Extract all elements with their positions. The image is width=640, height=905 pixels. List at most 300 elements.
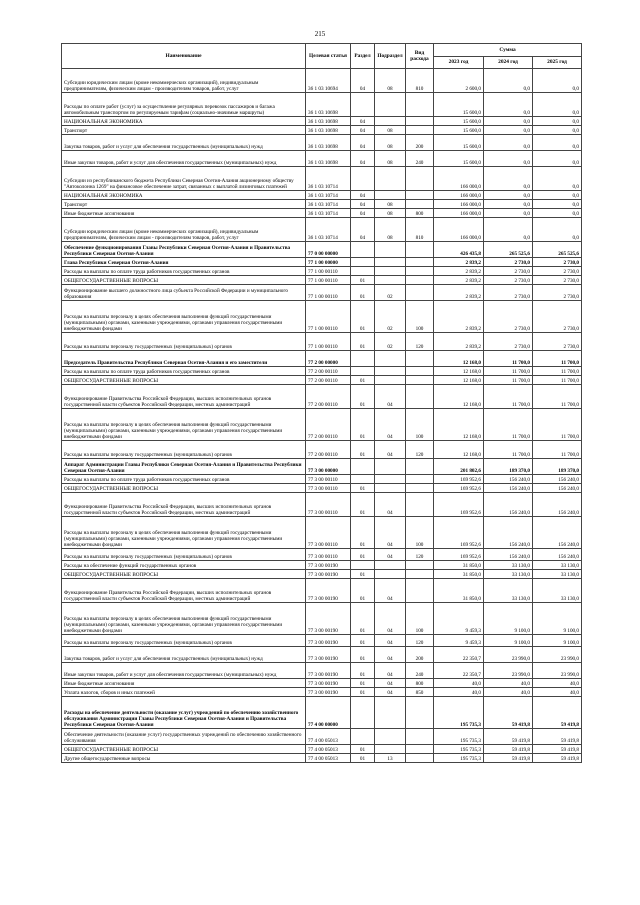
row-expense-type: 120 [406, 635, 434, 647]
row-subsection: 04 [375, 517, 406, 549]
row-name: Обеспечение деятельности (оказание услуг) государственных учреждений по обеспечению хозяйственного обслуживания [62, 729, 306, 745]
row-sum-2023: 40,0 [434, 688, 484, 697]
table-row [62, 376, 582, 385]
row-name: Расходы на выплаты персоналу в целях обеспечения выполнения функций государственными (муниципальными) органами, казенными учреждениями, органами управления государственными внебюджетными фондами [62, 301, 306, 333]
table-row [62, 191, 582, 200]
row-sum-2025: 0,0 [533, 126, 582, 135]
row-section: 04 [351, 135, 375, 151]
row-sum-2023: 166 000,0 [434, 209, 484, 218]
row-section: 04 [351, 218, 375, 242]
row-subsection: 04 [375, 385, 406, 409]
row-target: 77 3 00 00000 [306, 459, 351, 475]
row-sum-2025: 156 240,0 [533, 475, 582, 484]
row-name: Расходы на выплаты персоналу государственных (муниципальных) органов [62, 441, 306, 459]
row-sum-2024: 189 370,0 [484, 459, 533, 475]
table-row [62, 301, 582, 333]
row-name: Функционирование Правительства Российской Федерации, высших исполнительных органов государственной власти субъектов Российской Федерации, местных администраций [62, 579, 306, 603]
row-name: Расходы на выплаты персоналу государственных (муниципальных) органов [62, 549, 306, 561]
row-sum-2025: 59 419,8 [533, 697, 582, 729]
row-sum-2025: 11 700,0 [533, 409, 582, 441]
row-section [351, 258, 375, 267]
row-expense-type: 100 [406, 603, 434, 635]
row-name: Обеспечение функционирования Главы Республики Северная Осетия-Алания и Правительства Республики Северная Осетия-Алания [62, 242, 306, 258]
row-expense-type: 120 [406, 441, 434, 459]
row-sum-2024: 156 240,0 [484, 549, 533, 561]
row-name: Аппарат Администрации Главы Республики Северная Осетия-Алания и Правительства Республики Северная Осетия-Алания [62, 459, 306, 475]
row-sum-2023: 15 600,0 [434, 117, 484, 126]
header-2025: 2025 год [533, 57, 582, 69]
row-sum-2024: 2 730,0 [484, 333, 533, 351]
row-sum-2024: 59 419,8 [484, 745, 533, 754]
table-row [62, 409, 582, 441]
row-sum-2024: 2 730,0 [484, 285, 533, 301]
row-sum-2024: 23 990,0 [484, 647, 533, 663]
row-sum-2024: 33 130,0 [484, 570, 533, 579]
row-subsection [375, 367, 406, 376]
row-sum-2023: 15 600,0 [434, 151, 484, 167]
row-sum-2025: 33 130,0 [533, 570, 582, 579]
row-sum-2024: 59 419,8 [484, 697, 533, 729]
row-expense-type [406, 267, 434, 276]
row-expense-type: 850 [406, 688, 434, 697]
row-sum-2024: 11 700,0 [484, 367, 533, 376]
row-sum-2024: 11 700,0 [484, 376, 533, 385]
row-subsection: 08 [375, 218, 406, 242]
row-subsection [375, 267, 406, 276]
row-sum-2025: 2 730,0 [533, 276, 582, 285]
row-sum-2024: 0,0 [484, 117, 533, 126]
row-sum-2025: 23 990,0 [533, 647, 582, 663]
row-sum-2025: 23 990,0 [533, 663, 582, 679]
row-subsection [375, 475, 406, 484]
row-sum-2025: 40,0 [533, 688, 582, 697]
row-sum-2024: 156 240,0 [484, 493, 533, 517]
row-target: 36 1 03 10714 [306, 218, 351, 242]
row-sum-2024: 0,0 [484, 93, 533, 117]
row-expense-type [406, 285, 434, 301]
row-sum-2024: 156 240,0 [484, 475, 533, 484]
row-section: 01 [351, 285, 375, 301]
row-target: 77 1 00 00110 [306, 301, 351, 333]
header-2024: 2024 год [484, 57, 533, 69]
row-sum-2025: 33 130,0 [533, 579, 582, 603]
row-section: 04 [351, 209, 375, 218]
table-body [62, 69, 582, 763]
row-target: 77 3 00 00190 [306, 561, 351, 570]
row-section: 01 [351, 409, 375, 441]
page-number: 215 [314, 30, 326, 38]
row-section: 01 [351, 679, 375, 688]
row-sum-2024: 0,0 [484, 200, 533, 209]
row-expense-type: 100 [406, 301, 434, 333]
row-name: Функционирование Правительства Российской Федерации, высших исполнительных органов государственной власти субъектов Российской Федерации, местных администраций [62, 493, 306, 517]
row-sum-2025: 2 730,0 [533, 258, 582, 267]
row-target: 77 3 00 00190 [306, 647, 351, 663]
row-sum-2023: 195 735,3 [434, 697, 484, 729]
row-expense-type [406, 376, 434, 385]
row-subsection: 02 [375, 301, 406, 333]
row-name: Расходы на выплаты по оплате труда работников государственных органов [62, 475, 306, 484]
row-target: 77 4 00 05013 [306, 729, 351, 745]
row-name: ОБЩЕГОСУДАРСТВЕННЫЕ ВОПРОСЫ [62, 276, 306, 285]
row-name: Глава Республики Северная Осетия-Алания [62, 258, 306, 267]
row-sum-2024: 0,0 [484, 209, 533, 218]
row-sum-2023: 169 952,6 [434, 475, 484, 484]
row-sum-2025: 11 700,0 [533, 367, 582, 376]
row-target: 77 2 00 00110 [306, 376, 351, 385]
header-2023: 2023 год [434, 57, 484, 69]
row-expense-type [406, 570, 434, 579]
row-expense-type: 240 [406, 151, 434, 167]
row-sum-2024: 2 730,0 [484, 267, 533, 276]
row-section: 01 [351, 647, 375, 663]
row-sum-2023: 31 850,0 [434, 561, 484, 570]
row-subsection: 08 [375, 135, 406, 151]
row-section: 01 [351, 745, 375, 754]
row-sum-2023: 169 952,6 [434, 549, 484, 561]
row-section: 01 [351, 570, 375, 579]
row-sum-2023: 166 000,0 [434, 167, 484, 191]
table-row [62, 517, 582, 549]
row-sum-2025: 11 700,0 [533, 441, 582, 459]
row-target: 77 4 00 05013 [306, 754, 351, 763]
row-section: 01 [351, 376, 375, 385]
row-expense-type: 800 [406, 209, 434, 218]
row-target: 77 2 00 00000 [306, 351, 351, 367]
row-name: ОБЩЕГОСУДАРСТВЕННЫЕ ВОПРОСЫ [62, 745, 306, 754]
row-subsection [375, 376, 406, 385]
header-section: Раздел [351, 44, 375, 69]
row-subsection: 08 [375, 209, 406, 218]
row-sum-2024: 265 525,6 [484, 242, 533, 258]
row-subsection [375, 242, 406, 258]
row-section [351, 242, 375, 258]
row-name: Расходы на выплаты персоналу в целях обеспечения выполнения функций государственными (муниципальными) органами, казенными учреждениями, органами управления государственными внебюджетными фондами [62, 517, 306, 549]
row-name: Расходы на выплаты по оплате труда работников государственных органов [62, 267, 306, 276]
row-sum-2023: 426 435,8 [434, 242, 484, 258]
row-name: Расходы по оплате работ (услуг) за осуществление регулярных перевозок пассажиров и багажа автомобильным транспортом по регулируемым тарифам (социально-значимые маршруты) [62, 93, 306, 117]
row-target: 77 3 00 00190 [306, 663, 351, 679]
row-subsection [375, 117, 406, 126]
row-name: Председатель Правительства Республики Северная Осетия-Алания и его заместители [62, 351, 306, 367]
row-target: 77 3 00 00190 [306, 570, 351, 579]
row-section [351, 367, 375, 376]
row-section [351, 697, 375, 729]
row-target: 36 1 03 10714 [306, 167, 351, 191]
row-sum-2024: 0,0 [484, 191, 533, 200]
row-sum-2023: 195 735,3 [434, 754, 484, 763]
row-name: Иные закупки товаров, работ и услуг для обеспечения государственных (муниципальных) нужд [62, 151, 306, 167]
row-name: Субсидии юридическим лицам (кроме некоммерческих организаций), индивидуальным предпринимателям, физическим лицам - производителям товаров, работ, услуг [62, 69, 306, 93]
row-sum-2023: 2 839,2 [434, 285, 484, 301]
row-section: 04 [351, 200, 375, 209]
row-sum-2025: 156 240,0 [533, 517, 582, 549]
row-expense-type [406, 385, 434, 409]
row-subsection: 02 [375, 333, 406, 351]
table-row [62, 200, 582, 209]
row-sum-2023: 169 952,6 [434, 484, 484, 493]
row-sum-2024: 33 130,0 [484, 561, 533, 570]
table-row [62, 570, 582, 579]
row-subsection: 04 [375, 441, 406, 459]
row-target: 36 1 03 10698 [306, 117, 351, 126]
row-sum-2025: 265 525,6 [533, 242, 582, 258]
table-row [62, 475, 582, 484]
row-sum-2023: 12 168,0 [434, 351, 484, 367]
row-section [351, 167, 375, 191]
row-sum-2023: 40,0 [434, 679, 484, 688]
row-sum-2024: 156 240,0 [484, 484, 533, 493]
row-sum-2023: 2 839,2 [434, 258, 484, 267]
table-row [62, 258, 582, 267]
row-expense-type: 800 [406, 679, 434, 688]
row-sum-2025: 59 419,8 [533, 745, 582, 754]
row-subsection: 04 [375, 493, 406, 517]
row-name: НАЦИОНАЛЬНАЯ ЭКОНОМИКА [62, 191, 306, 200]
row-name: Субсидии из республиканского бюджета Республики Северная Осетия-Алания акционерному обществу "Автоколонна 1269" на финансовое обеспечение затрат, связанных с выплатой лизинговых платежей [62, 167, 306, 191]
row-expense-type: 810 [406, 218, 434, 242]
row-subsection: 04 [375, 409, 406, 441]
row-sum-2023: 2 600,0 [434, 69, 484, 93]
row-sum-2024: 40,0 [484, 679, 533, 688]
row-expense-type [406, 93, 434, 117]
row-sum-2025: 156 240,0 [533, 549, 582, 561]
row-subsection [375, 191, 406, 200]
row-subsection [375, 697, 406, 729]
row-sum-2025: 11 700,0 [533, 376, 582, 385]
row-sum-2023: 2 839,2 [434, 333, 484, 351]
row-name: Расходы на выплаты персоналу государственных (муниципальных) органов [62, 635, 306, 647]
row-name: ОБЩЕГОСУДАРСТВЕННЫЕ ВОПРОСЫ [62, 484, 306, 493]
row-subsection [375, 561, 406, 570]
row-section: 04 [351, 69, 375, 93]
row-name: Расходы на обеспечение функций государственных органов [62, 561, 306, 570]
row-section [351, 729, 375, 745]
table-row [62, 126, 582, 135]
row-section [351, 475, 375, 484]
row-target: 77 4 00 00000 [306, 697, 351, 729]
table-row [62, 635, 582, 647]
row-subsection: 04 [375, 679, 406, 688]
row-target: 77 2 00 00110 [306, 441, 351, 459]
row-sum-2023: 22 350,7 [434, 647, 484, 663]
row-sum-2023: 195 735,3 [434, 745, 484, 754]
row-section: 01 [351, 301, 375, 333]
row-expense-type [406, 126, 434, 135]
row-target: 36 1 03 10698 [306, 151, 351, 167]
row-sum-2024: 59 419,8 [484, 729, 533, 745]
row-target: 36 1 03 10698 [306, 93, 351, 117]
row-sum-2024: 9 100,0 [484, 603, 533, 635]
row-section: 01 [351, 603, 375, 635]
row-sum-2025: 0,0 [533, 191, 582, 200]
row-target: 77 3 00 00190 [306, 688, 351, 697]
row-expense-type [406, 561, 434, 570]
row-section: 01 [351, 276, 375, 285]
row-sum-2024: 0,0 [484, 151, 533, 167]
row-target: 77 3 00 00110 [306, 484, 351, 493]
row-sum-2024: 23 990,0 [484, 663, 533, 679]
row-expense-type [406, 367, 434, 376]
row-sum-2023: 15 600,0 [434, 126, 484, 135]
row-section: 01 [351, 579, 375, 603]
row-expense-type [406, 579, 434, 603]
row-sum-2023: 2 839,2 [434, 301, 484, 333]
row-sum-2024: 2 730,0 [484, 276, 533, 285]
row-target: 36 1 03 10714 [306, 191, 351, 200]
row-expense-type: 200 [406, 135, 434, 151]
row-expense-type [406, 191, 434, 200]
row-sum-2023: 166 000,0 [434, 200, 484, 209]
table-row [62, 679, 582, 688]
row-sum-2025: 156 240,0 [533, 484, 582, 493]
row-expense-type [406, 276, 434, 285]
row-section: 01 [351, 484, 375, 493]
table-row [62, 729, 582, 745]
row-expense-type: 100 [406, 517, 434, 549]
table-row [62, 367, 582, 376]
row-sum-2023: 166 000,0 [434, 218, 484, 242]
row-name: Транспорт [62, 126, 306, 135]
row-subsection: 08 [375, 151, 406, 167]
row-sum-2024: 0,0 [484, 69, 533, 93]
row-section [351, 267, 375, 276]
table-row [62, 117, 582, 126]
row-subsection [375, 351, 406, 367]
row-section [351, 459, 375, 475]
table-row [62, 69, 582, 93]
row-section: 01 [351, 688, 375, 697]
row-section: 04 [351, 191, 375, 200]
row-name: Расходы на выплаты персоналу в целях обеспечения выполнения функций государственными (муниципальными) органами, казенными учреждениями, органами управления государственными внебюджетными фондами [62, 409, 306, 441]
row-target: 77 2 00 00110 [306, 409, 351, 441]
row-subsection [375, 484, 406, 493]
row-name: Другие общегосударственные вопросы [62, 754, 306, 763]
row-name: Расходы на выплаты персоналу государственных (муниципальных) органов [62, 333, 306, 351]
row-expense-type: 120 [406, 549, 434, 561]
row-target: 77 2 00 00110 [306, 367, 351, 376]
table-row [62, 333, 582, 351]
row-target: 77 3 00 00110 [306, 493, 351, 517]
row-sum-2025: 156 240,0 [533, 493, 582, 517]
row-subsection [375, 570, 406, 579]
row-sum-2024: 0,0 [484, 135, 533, 151]
table-row [62, 441, 582, 459]
row-subsection [375, 745, 406, 754]
row-sum-2023: 15 600,0 [434, 135, 484, 151]
row-sum-2024: 2 730,0 [484, 258, 533, 267]
row-expense-type: 100 [406, 409, 434, 441]
row-sum-2024: 0,0 [484, 218, 533, 242]
row-sum-2025: 11 700,0 [533, 351, 582, 367]
row-section: 01 [351, 441, 375, 459]
header-subsection: Подраздел [375, 44, 406, 69]
header-expense-type: Вид расхода [406, 44, 434, 69]
table-row [62, 267, 582, 276]
row-sum-2025: 40,0 [533, 679, 582, 688]
row-sum-2024: 9 100,0 [484, 635, 533, 647]
row-target: 77 1 00 00110 [306, 285, 351, 301]
table-row [62, 697, 582, 729]
row-expense-type: 810 [406, 69, 434, 93]
row-sum-2023: 201 802,6 [434, 459, 484, 475]
row-section: 01 [351, 635, 375, 647]
row-section [351, 561, 375, 570]
table-row [62, 663, 582, 679]
row-expense-type: 240 [406, 663, 434, 679]
row-sum-2024: 40,0 [484, 688, 533, 697]
row-sum-2023: 31 850,0 [434, 579, 484, 603]
row-expense-type [406, 351, 434, 367]
row-sum-2024: 11 700,0 [484, 441, 533, 459]
row-name: Функционирование высшего должностного лица субъекта Российской Федерации и муниципального образования [62, 285, 306, 301]
table-row [62, 549, 582, 561]
row-sum-2023: 169 952,6 [434, 517, 484, 549]
row-subsection: 02 [375, 285, 406, 301]
row-sum-2025: 11 700,0 [533, 385, 582, 409]
row-target: 77 0 00 00000 [306, 242, 351, 258]
row-name: Иные бюджетные ассигнования [62, 209, 306, 218]
row-expense-type [406, 697, 434, 729]
row-sum-2023: 12 168,0 [434, 367, 484, 376]
row-section: 01 [351, 385, 375, 409]
row-sum-2024: 0,0 [484, 126, 533, 135]
table-row [62, 135, 582, 151]
row-sum-2025: 0,0 [533, 151, 582, 167]
table-row [62, 745, 582, 754]
row-expense-type [406, 258, 434, 267]
row-subsection: 04 [375, 635, 406, 647]
row-subsection [375, 167, 406, 191]
row-sum-2025: 0,0 [533, 117, 582, 126]
row-target: 77 3 00 00110 [306, 549, 351, 561]
row-subsection [375, 459, 406, 475]
row-name: Субсидии юридическим лицам (кроме некоммерческих организаций), индивидуальным предпринимателям, физическим лицам - производителям товаров, работ, услуг [62, 218, 306, 242]
row-name: Расходы на выплаты персоналу в целях обеспечения выполнения функций государственными (муниципальными) органами, казенными учреждениями, органами управления государственными внебюджетными фондами [62, 603, 306, 635]
table-row [62, 484, 582, 493]
row-name: Закупка товаров, работ и услуг для обеспечения государственных (муниципальных) нужд [62, 135, 306, 151]
table-row [62, 218, 582, 242]
table-row [62, 603, 582, 635]
row-sum-2025: 0,0 [533, 167, 582, 191]
row-section: 01 [351, 517, 375, 549]
row-expense-type [406, 484, 434, 493]
row-subsection: 04 [375, 688, 406, 697]
row-expense-type [406, 754, 434, 763]
table-row [62, 561, 582, 570]
table-row [62, 688, 582, 697]
row-sum-2025: 9 100,0 [533, 603, 582, 635]
row-sum-2025: 0,0 [533, 93, 582, 117]
table-row [62, 167, 582, 191]
row-sum-2024: 11 700,0 [484, 409, 533, 441]
header-target: Целевая статья [306, 44, 351, 69]
row-target: 77 1 00 00110 [306, 333, 351, 351]
row-target: 77 2 00 00110 [306, 385, 351, 409]
row-name: Закупка товаров, работ и услуг для обеспечения государственных (муниципальных) нужд [62, 647, 306, 663]
row-sum-2023: 12 168,0 [434, 385, 484, 409]
row-sum-2025: 2 730,0 [533, 267, 582, 276]
row-expense-type [406, 200, 434, 209]
table-row [62, 459, 582, 475]
row-sum-2025: 9 100,0 [533, 635, 582, 647]
table-row [62, 647, 582, 663]
row-expense-type [406, 117, 434, 126]
row-sum-2025: 189 370,0 [533, 459, 582, 475]
row-sum-2024: 11 700,0 [484, 385, 533, 409]
row-subsection [375, 276, 406, 285]
row-subsection: 04 [375, 579, 406, 603]
